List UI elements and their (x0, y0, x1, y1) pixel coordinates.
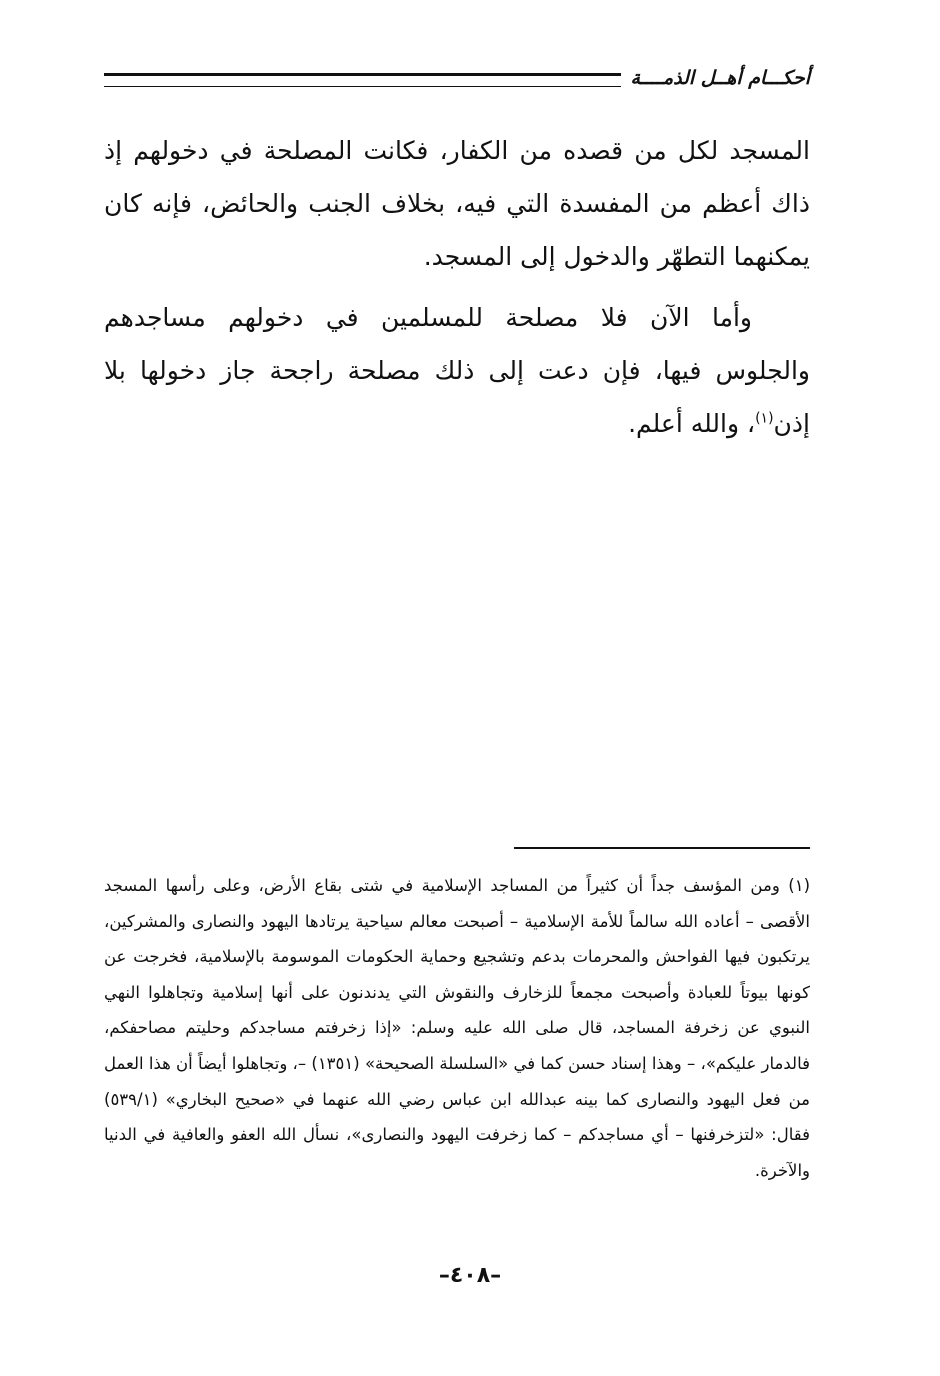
main-paragraph-2-ending: ، والله أعلم. (628, 409, 756, 438)
main-paragraph-1: المسجد لكل من قصده من الكفار، فكانت المصلحة في دخولهم إذ ذاك أعظم من المفسدة التي فيه، بخلاف الجنب والحائض، فإنه كان يمكنهما التطهّر والدخول إلى المسجد. (104, 136, 810, 271)
main-paragraph-2-text: وأما الآن فلا مصلحة للمسلمين في دخولهم مساجدهم والجلوس فيها، فإن دعت إلى ذلك مصلحة راجحة جاز دخولها بلا إذن (104, 303, 810, 438)
header-title: أحكـــام أهــل الذمــــة (630, 67, 810, 89)
running-header (104, 58, 810, 98)
page-number: –٤٠٨– (438, 1263, 502, 1288)
main-text (104, 124, 810, 450)
footnote-reference[interactable]: (١) (755, 410, 774, 427)
footnote (104, 868, 810, 1188)
main-paragraph-2 (104, 291, 810, 450)
header-double-rule (104, 73, 621, 87)
footnote-separator (514, 847, 810, 849)
footnote-text: (١) ومن المؤسف جداً أن كثيراً من المساجد الإسلامية في شتى بقاع الأرض، وعلى رأسها المسجد الأقصى – أعاده الله سالماً للأمة الإسلامية – أصبحت معالم سياحية يرتادها اليهود والنصارى والمشركين، يرتكبون فيها الفواحش والمحرمات بدعم وتشجيع وحماية الحكومات الموسومة بالإسلامية، فخرجت عن كونها بيوتاً للعبادة وأصبحت مجمعاً للزخارف والنقوش التي يدندنون على أنها إسلامية وتجاهلوا النهي النبوي عن زخرفة المساجد، قال صلى الله عليه وسلم: «إذا زخرفتم مساجدكم وحليتم مصاحفكم، فالدمار عليكم»، – وهذا إسناد حسن كما في «السلسلة الصحيحة» (١٣٥١) –، وتجاهلوا أيضاً أن هذا العمل من فعل اليهود والنصارى كما بينه عبدالله ابن عباس رضي الله عنهما في «صحيح البخاري» (٥٣٩/١) فقال: «لتزخرفنها – أي مساجدكم – كما زخرفت اليهود والنصارى»، نسأل الله العفو والعافية في الدنيا والآخرة. (104, 876, 810, 1180)
